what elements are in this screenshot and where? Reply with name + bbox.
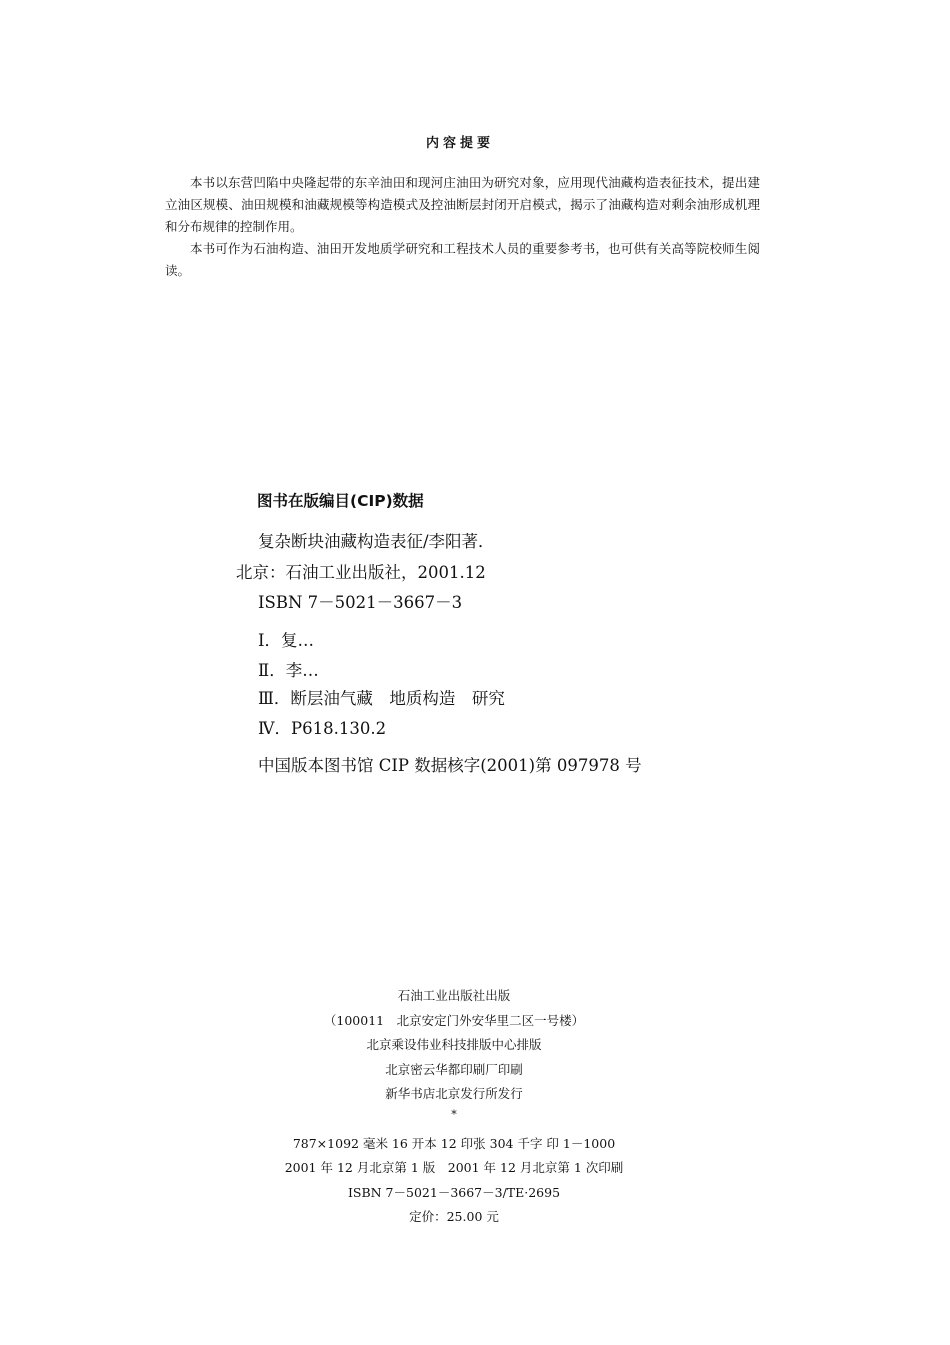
imprint-printer: 北京密云华都印刷厂印刷 xyxy=(385,1062,523,1077)
imprint-edition: 2001 年 12 月北京第 1 版 2001 年 12 月北京第 1 次印刷 xyxy=(284,1160,624,1175)
summary-body xyxy=(165,172,760,282)
imprint-isbn: ISBN 7－5021－3667－3/TE·2695 xyxy=(347,1185,561,1200)
summary-paragraph: 本书以东营凹陷中央隆起带的东辛油田和现河庄油田为研究对象，应用现代油藏构造表征技术，提出建立油区规模、油田规模和油藏规模等构造模式及控油断层封闭开启模式，揭示了油藏构造对剩余油形成机理和分布规律的控制作用。 xyxy=(165,175,760,234)
imprint-typesetting: 北京乘设伟业科技排版中心排版 xyxy=(366,1037,542,1052)
cip-subject-4: Ⅳ．P618.130.2 xyxy=(258,719,387,738)
imprint-specs: 787×1092 毫米 16 开本 12 印张 304 千字 印 1－1000 xyxy=(292,1136,616,1151)
imprint-separator: * xyxy=(451,1108,457,1121)
cip-heading: 图书在版编目(CIP)数据 xyxy=(257,492,424,510)
cip-publication-line: 北京：石油工业出版社，2001.12 xyxy=(236,563,486,582)
cip-core-data-line: 中国版本图书馆 CIP 数据核字(2001)第 097978 号 xyxy=(258,756,642,775)
cip-subject-2: Ⅱ．李… xyxy=(258,661,319,680)
summary-paragraph: 本书可作为石油构造、油田开发地质学研究和工程技术人员的重要参考书，也可供有关高等院校师生阅读。 xyxy=(165,241,760,278)
imprint-publisher: 石油工业出版社出版 xyxy=(397,988,511,1003)
cip-isbn-line: ISBN 7－5021－3667－3 xyxy=(258,593,463,612)
imprint-price: 定价：25.00 元 xyxy=(409,1209,499,1224)
cip-subject-3: Ⅲ．断层油气藏 地质构造 研究 xyxy=(258,689,505,708)
summary-title: 内容提要 xyxy=(425,136,494,151)
cip-subject-1: Ⅰ．复… xyxy=(258,631,315,650)
imprint-address: （100011 北京安定门外安华里二区一号楼） xyxy=(323,1013,585,1028)
imprint-distributor: 新华书店北京发行所发行 xyxy=(385,1086,523,1101)
cip-title-line: 复杂断块油藏构造表征/李阳著． xyxy=(258,532,495,551)
